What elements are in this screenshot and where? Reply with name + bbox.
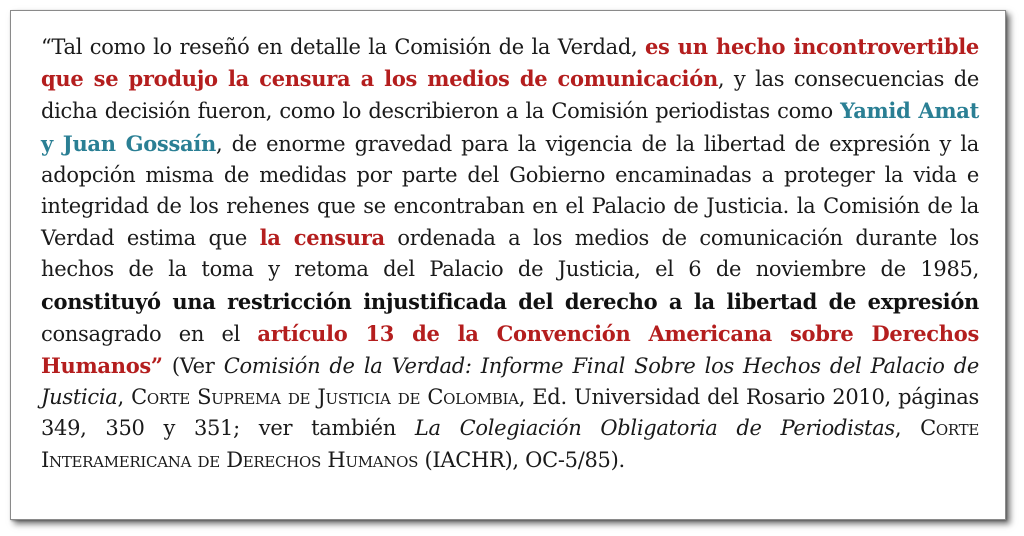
citation-text-1: (Ver xyxy=(162,354,224,379)
citation-text-5: (IACHR), OC-5/85). xyxy=(418,447,625,472)
citation-text-3: , Ed. Universidad del Rosario 2010, páginas 349, 350 y 351; ver también xyxy=(41,385,979,441)
citation-report-title: Comisión de la Verdad: Informe Final Sobre los Hechos del Palacio de Justicia xyxy=(41,354,980,410)
quote-box xyxy=(10,10,1006,520)
highlight-periodistas: Yamid Amat y Juan Gossaín xyxy=(41,98,980,156)
quote-text-1: “Tal como lo reseñó en detalle la Comisión de la Verdad, xyxy=(41,35,645,59)
quote-text-5: consagrado en el xyxy=(41,321,258,346)
citation-text-2: , xyxy=(117,385,132,410)
highlight-articulo-13: artículo 13 de la Convención Americana sobre Derechos Humanos” xyxy=(41,320,979,379)
highlight-restriccion: constituyó una restricción injustificada del derecho a la libertad de expresión xyxy=(41,288,979,314)
quote-text-2: , y las consecuencias de dicha decisión fueron, como lo describieron a la Comisión periodistas como xyxy=(41,67,979,124)
highlight-censura-hecho: es un hecho incontrovertible que se produjo la censura a los medios de comunicación xyxy=(41,34,979,92)
highlight-la-censura: la censura xyxy=(259,225,385,251)
quote-text-3: , de enorme gravedad para la vigencia de la libertad de expresión y la adopción misma de medidas por parte del Gobierno encaminadas a proteger la vida e integridad de los rehenes que se encontraban en el Palacio de Justicia. la Comisión de la Verdad estima que xyxy=(41,131,979,251)
citation-iacourt-name: Corte Interamericana de Derechos Humanos xyxy=(41,416,980,472)
citation-court-name: Corte Suprema de Justicia de Colombia xyxy=(131,385,519,410)
quote-text-4: ordenada a los medios de comunicación durante los hechos de la toma y retoma del Palacio de Justicia, el 6 de noviembre de 1985, xyxy=(41,226,979,282)
quote-paragraph xyxy=(41,31,979,476)
citation-text-4: , xyxy=(894,416,921,441)
citation-opinion-title: La Colegiación Obligatoria de Periodistas xyxy=(414,416,895,441)
